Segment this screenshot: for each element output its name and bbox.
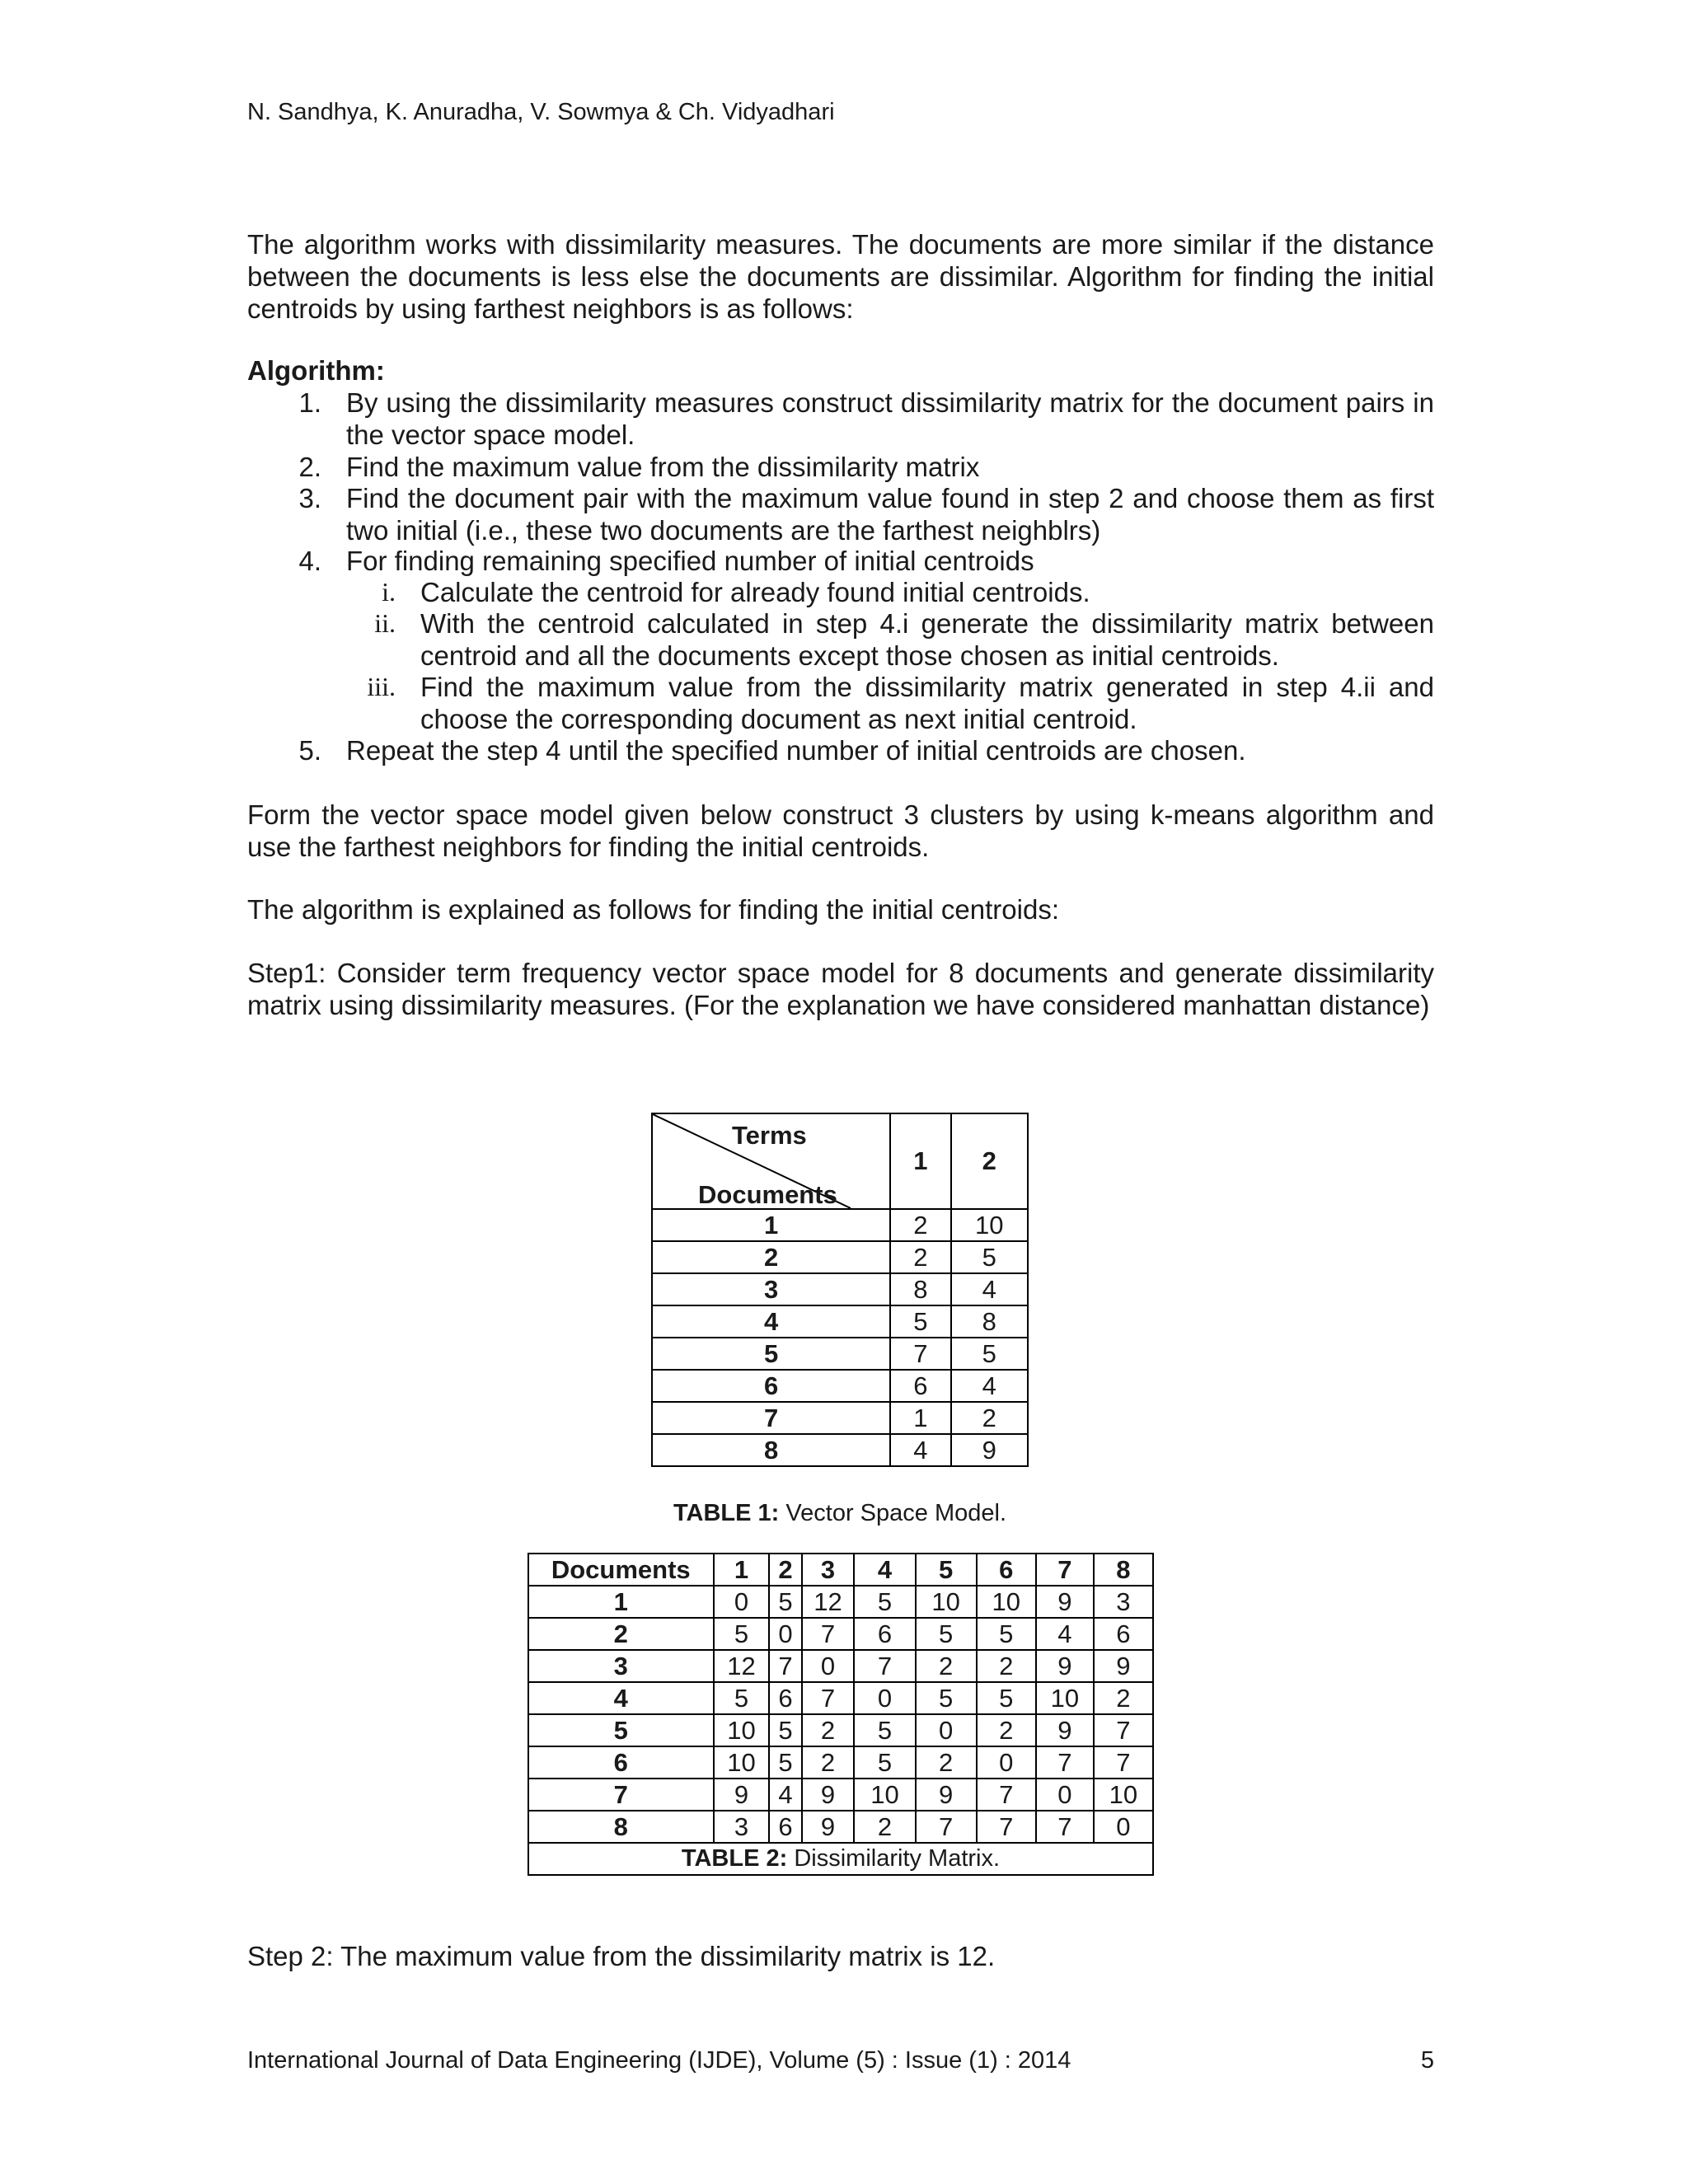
column-header: 8 (1094, 1554, 1153, 1586)
column-header: 4 (854, 1554, 915, 1586)
table-cell: 5 (769, 1746, 801, 1779)
row-header: 4 (652, 1305, 890, 1338)
algorithm-step (280, 734, 1434, 766)
table-cell: 2 (1094, 1682, 1153, 1714)
table-cell: 9 (802, 1779, 855, 1811)
table-cell: 7 (916, 1811, 977, 1843)
table-cell: 2 (802, 1746, 855, 1779)
table-cell: 12 (802, 1586, 855, 1618)
table-header-row (652, 1113, 1028, 1209)
clusters-paragraph: Form the vector space model given below construct 3 clusters by using k-means algorithm and use the farthest neighbors for finding the initial centroids. (247, 799, 1434, 862)
table-cell: 5 (854, 1746, 915, 1779)
step-text: Find the maximum value from the dissimilarity matrix (346, 452, 980, 482)
caption-label: TABLE 1: (673, 1500, 780, 1526)
table-row (528, 1746, 1153, 1779)
table-cell: 4 (890, 1434, 950, 1466)
row-header: 4 (528, 1682, 714, 1714)
algorithm-substep (346, 671, 1434, 735)
row-header: 3 (528, 1650, 714, 1682)
table-cell: 7 (977, 1811, 1036, 1843)
step-number: 1. (298, 387, 321, 418)
table-cell: 9 (714, 1779, 770, 1811)
table-cell: 5 (951, 1338, 1028, 1370)
documents-label: Documents (698, 1180, 837, 1209)
substep-number: i. (382, 577, 396, 607)
table-cell: 0 (1094, 1811, 1153, 1843)
table-cell: 0 (802, 1650, 855, 1682)
table-cell: 2 (916, 1650, 977, 1682)
column-header: 6 (977, 1554, 1036, 1586)
table-cell: 0 (714, 1586, 770, 1618)
table-cell: 5 (977, 1682, 1036, 1714)
step1-paragraph: Step1: Consider term frequency vector space model for 8 documents and generate dissimilarity matrix using dissimilarity measures. (For the explanation we have considered manhattan distance) (247, 958, 1434, 1020)
table-cell: 6 (769, 1811, 801, 1843)
algorithm-heading: Algorithm: (247, 355, 385, 386)
intro-paragraph: The algorithm works with dissimilarity measures. The documents are more similar if the distance between the documents is less else the documents are dissimilar. Algorithm for finding the initial centroids by using farthest neighbors is as follows: (247, 229, 1434, 324)
table-cell: 7 (1094, 1714, 1153, 1746)
running-header: N. Sandhya, K. Anuradha, V. Sowmya & Ch. Vidyadhari (247, 99, 835, 125)
table-header-row (528, 1554, 1153, 1586)
table-cell: 10 (916, 1586, 977, 1618)
table-cell: 5 (714, 1618, 770, 1650)
table-row (528, 1618, 1153, 1650)
table-cell: 10 (977, 1586, 1036, 1618)
substep-number: iii. (367, 672, 396, 701)
table-cell: 4 (951, 1370, 1028, 1402)
row-header: 2 (528, 1618, 714, 1650)
substep-text: Calculate the centroid for already found initial centroids. (420, 577, 1090, 607)
row-header: 6 (652, 1370, 890, 1402)
table-cell: 2 (951, 1402, 1028, 1434)
row-header: 8 (528, 1811, 714, 1843)
table-row (528, 1682, 1153, 1714)
column-header: 5 (916, 1554, 977, 1586)
table-row (652, 1241, 1028, 1273)
table-cell: 5 (714, 1682, 770, 1714)
table-cell: 7 (977, 1779, 1036, 1811)
row-header: 1 (528, 1586, 714, 1618)
table-cell: 5 (977, 1618, 1036, 1650)
table-cell: 7 (1036, 1746, 1094, 1779)
table-row (528, 1811, 1153, 1843)
table-row (528, 1714, 1153, 1746)
table-cell: 0 (854, 1682, 915, 1714)
column-header: 1 (890, 1113, 950, 1209)
table-corner-cell (652, 1113, 890, 1209)
table-cell: 0 (769, 1618, 801, 1650)
table-cell: 7 (769, 1650, 801, 1682)
table-cell: 2 (802, 1714, 855, 1746)
algorithm-step (280, 451, 1434, 483)
table-corner-cell: Documents (528, 1554, 714, 1586)
table-cell: 10 (951, 1209, 1028, 1241)
column-header: 2 (769, 1554, 801, 1586)
step-text: For finding remaining specified number of initial centroids (346, 546, 1034, 576)
table-cell: 0 (977, 1746, 1036, 1779)
substep-text: With the centroid calculated in step 4.i generate the dissimilarity matrix between centroid and all the documents except those chosen as initial centroids. (420, 608, 1434, 671)
table-row (652, 1402, 1028, 1434)
table-cell: 7 (854, 1650, 915, 1682)
table-row (652, 1273, 1028, 1305)
table-caption-row (528, 1843, 1153, 1875)
caption-text: Vector Space Model. (779, 1500, 1006, 1526)
table-cell: 6 (769, 1682, 801, 1714)
algorithm-substep (346, 576, 1434, 608)
column-header: 2 (951, 1113, 1028, 1209)
table-row (652, 1209, 1028, 1241)
table-row (528, 1586, 1153, 1618)
table-cell: 5 (916, 1618, 977, 1650)
table-row (652, 1370, 1028, 1402)
table-row (528, 1779, 1153, 1811)
footer-journal: International Journal of Data Engineering (IJDE), Volume (5) : Issue (1) : 2014 (247, 2047, 1071, 2074)
step-text: By using the dissimilarity measures construct dissimilarity matrix for the document pairs in the vector space model. (346, 387, 1434, 450)
table-cell: 4 (1036, 1618, 1094, 1650)
table-cell: 5 (951, 1241, 1028, 1273)
table-cell: 1 (890, 1402, 950, 1434)
table-cell: 2 (854, 1811, 915, 1843)
row-header: 7 (528, 1779, 714, 1811)
table-cell: 5 (769, 1586, 801, 1618)
table-cell: 5 (890, 1305, 950, 1338)
algorithm-substep (346, 607, 1434, 672)
terms-label: Terms (732, 1121, 807, 1150)
table-cell: 5 (769, 1714, 801, 1746)
table-cell: 2 (916, 1746, 977, 1779)
substep-number: ii. (374, 608, 396, 638)
table-cell: 12 (714, 1650, 770, 1682)
table1-caption (651, 1500, 1029, 1527)
table-cell: 6 (854, 1618, 915, 1650)
table-cell: 10 (714, 1746, 770, 1779)
table-cell: 2 (890, 1209, 950, 1241)
table-cell: 8 (890, 1273, 950, 1305)
step-text: Repeat the step 4 until the specified number of initial centroids are chosen. (346, 735, 1246, 766)
table-cell: 10 (1094, 1779, 1153, 1811)
table-row (652, 1305, 1028, 1338)
table-cell: 0 (1036, 1779, 1094, 1811)
table-cell: 7 (1094, 1746, 1153, 1779)
row-header: 7 (652, 1402, 890, 1434)
table-cell: 7 (890, 1338, 950, 1370)
table-cell: 9 (916, 1779, 977, 1811)
table-cell: 6 (890, 1370, 950, 1402)
algorithm-step (280, 387, 1434, 451)
algorithm-step (280, 482, 1434, 546)
caption-label: TABLE 2: (681, 1845, 788, 1872)
table-cell: 7 (802, 1618, 855, 1650)
step-number: 3. (298, 483, 321, 513)
table-cell: 9 (951, 1434, 1028, 1466)
table-cell: 4 (951, 1273, 1028, 1305)
table-cell: 9 (1036, 1650, 1094, 1682)
table-cell: 10 (714, 1714, 770, 1746)
table-cell: 8 (951, 1305, 1028, 1338)
table-cell: 5 (854, 1714, 915, 1746)
table-cell: 9 (1094, 1650, 1153, 1682)
table-row (528, 1650, 1153, 1682)
row-header: 5 (652, 1338, 890, 1370)
step-number: 5. (298, 735, 321, 766)
step-text: Find the document pair with the maximum value found in step 2 and choose them as first two initial (i.e., these two documents are the farthest neighblrs) (346, 483, 1434, 546)
substep-text: Find the maximum value from the dissimilarity matrix generated in step 4.ii and choose the corresponding document as next initial centroid. (420, 672, 1434, 734)
table-cell: 4 (769, 1779, 801, 1811)
table-cell: 3 (1094, 1586, 1153, 1618)
table-cell: 7 (802, 1682, 855, 1714)
dissimilarity-matrix-table (528, 1553, 1154, 1876)
table-cell: 9 (1036, 1714, 1094, 1746)
row-header: 1 (652, 1209, 890, 1241)
column-header: 3 (802, 1554, 855, 1586)
caption-text: Dissimilarity Matrix. (787, 1845, 1001, 1872)
table-cell: 2 (977, 1650, 1036, 1682)
table-cell: 2 (977, 1714, 1036, 1746)
algorithm-step (280, 545, 1434, 577)
column-header: 1 (714, 1554, 770, 1586)
explanation-paragraph: The algorithm is explained as follows for finding the initial centroids: (247, 894, 1060, 925)
table-cell: 6 (1094, 1618, 1153, 1650)
table-row (652, 1338, 1028, 1370)
table-cell: 2 (890, 1241, 950, 1273)
row-header: 8 (652, 1434, 890, 1466)
row-header: 5 (528, 1714, 714, 1746)
vector-space-model-table (651, 1113, 1029, 1467)
row-header: 2 (652, 1241, 890, 1273)
table-cell: 7 (1036, 1811, 1094, 1843)
table-cell: 0 (916, 1714, 977, 1746)
table-cell: 9 (802, 1811, 855, 1843)
table-cell: 5 (916, 1682, 977, 1714)
table-cell: 10 (854, 1779, 915, 1811)
row-header: 6 (528, 1746, 714, 1779)
step-number: 4. (298, 546, 321, 576)
column-header: 7 (1036, 1554, 1094, 1586)
table-cell: 5 (854, 1586, 915, 1618)
page-number: 5 (1420, 2047, 1434, 2074)
step-number: 2. (298, 452, 321, 482)
table-cell: 9 (1036, 1586, 1094, 1618)
table2-caption (528, 1843, 1153, 1875)
table-cell: 10 (1036, 1682, 1094, 1714)
table-row (652, 1434, 1028, 1466)
row-header: 3 (652, 1273, 890, 1305)
table-cell: 3 (714, 1811, 770, 1843)
step2-paragraph: Step 2: The maximum value from the dissimilarity matrix is 12. (247, 1941, 996, 1971)
